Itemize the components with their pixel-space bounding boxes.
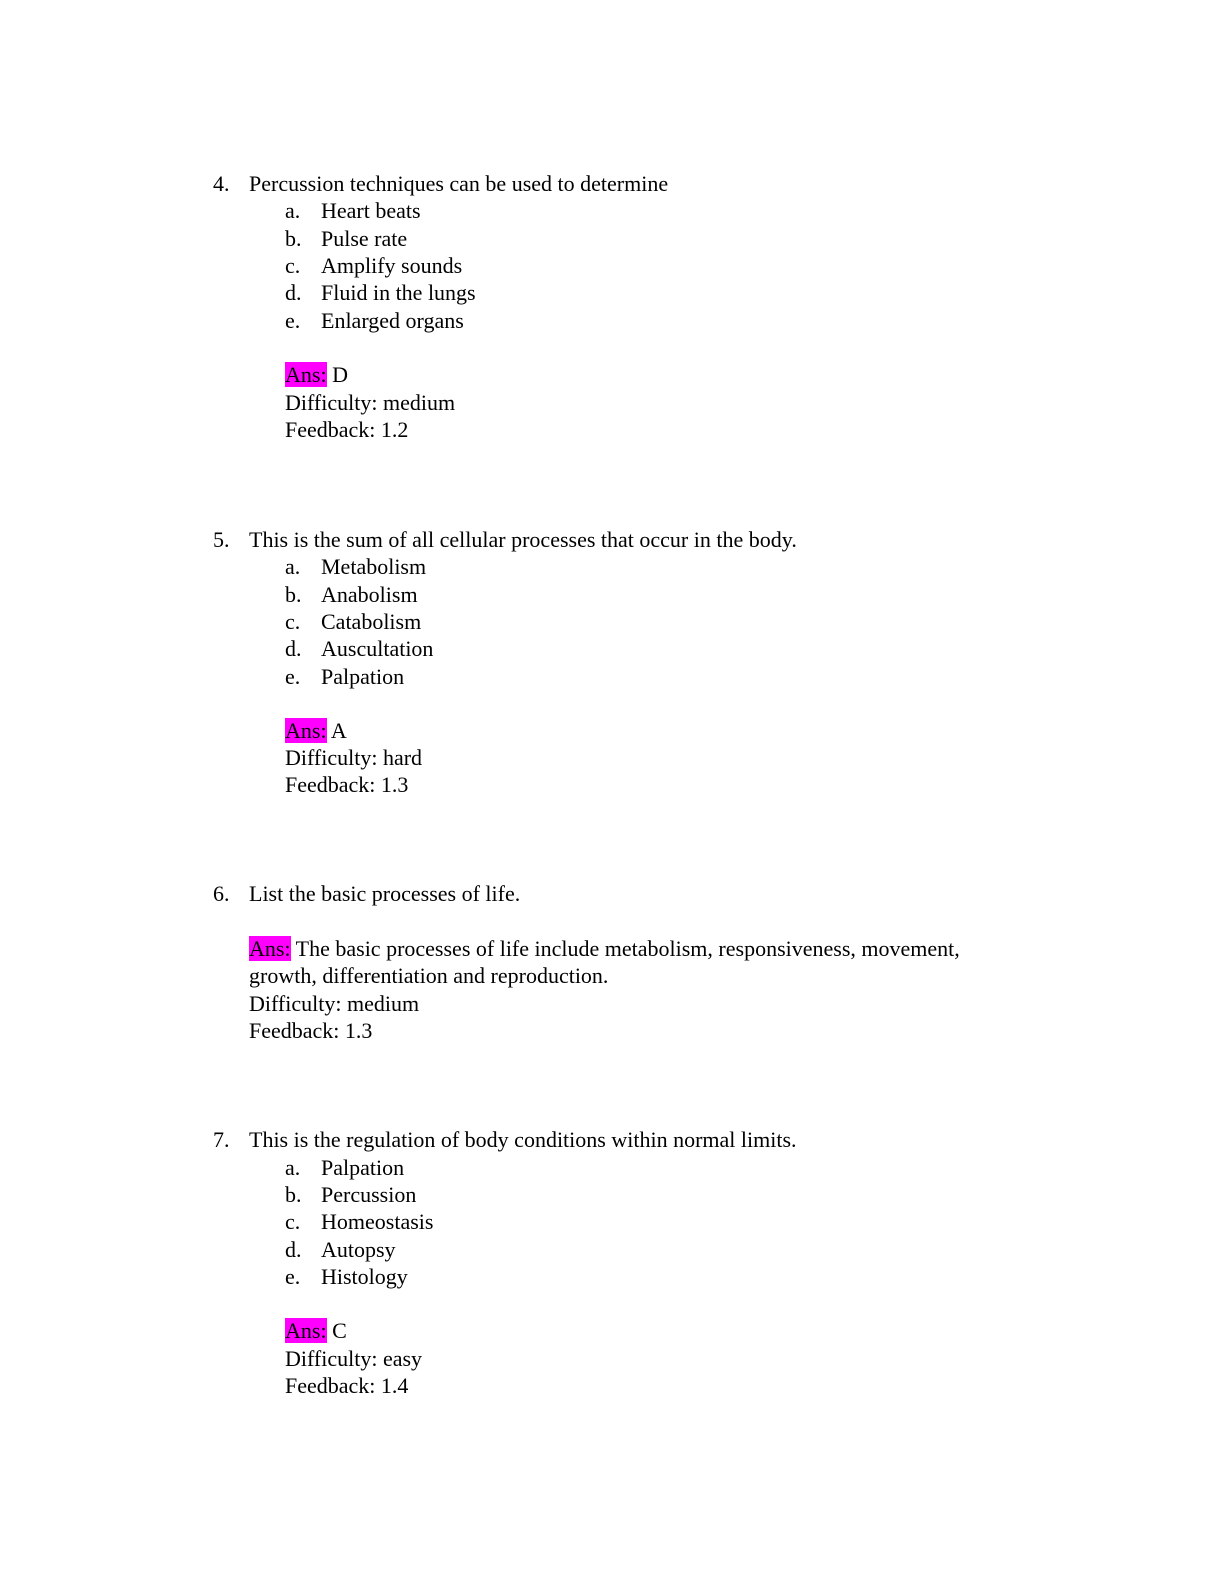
option-text: Palpation: [321, 664, 405, 689]
option-letter: a.: [285, 554, 301, 579]
option-letter: d.: [285, 280, 302, 305]
option-text: Percussion: [321, 1182, 417, 1207]
question-number: 4.: [213, 171, 230, 196]
answer-label-highlight: Ans:: [285, 1318, 327, 1343]
option-letter: c.: [285, 609, 301, 634]
question-stem: This is the regulation of body conditions within normal limits.: [249, 1127, 797, 1152]
option-text: Palpation: [321, 1155, 405, 1180]
answer-text-continued: growth, differentiation and reproduction.: [249, 963, 609, 988]
option-text: Homeostasis: [321, 1209, 434, 1234]
answer-value: D: [326, 362, 348, 387]
option-letter: e.: [285, 664, 301, 689]
answer-line: [285, 361, 348, 388]
option-text: Pulse rate: [321, 226, 408, 251]
feedback-text: Feedback: 1.3: [285, 772, 409, 797]
option-text: Fluid in the lungs: [321, 280, 476, 305]
answer-label-highlight: Ans:: [249, 936, 291, 961]
option-text: Histology: [321, 1264, 408, 1289]
feedback-text: Feedback: 1.2: [285, 417, 409, 442]
question-stem: Percussion techniques can be used to determine: [249, 171, 669, 196]
option-letter: d.: [285, 1237, 302, 1262]
option-text: Autopsy: [321, 1237, 396, 1262]
option-text: Heart beats: [321, 198, 421, 223]
option-letter: c.: [285, 253, 301, 278]
question-stem: List the basic processes of life.: [249, 881, 521, 906]
difficulty-text: Difficulty: hard: [285, 745, 423, 770]
option-text: Amplify sounds: [321, 253, 463, 278]
option-letter: c.: [285, 1209, 301, 1234]
question-number: 7.: [213, 1127, 230, 1152]
answer-value: A: [326, 718, 347, 743]
answer-label-highlight: Ans:: [285, 362, 327, 387]
answer-line: [285, 717, 347, 744]
option-text: Enlarged organs: [321, 308, 464, 333]
option-letter: b.: [285, 1182, 302, 1207]
answer-line: [249, 935, 960, 962]
difficulty-text: Difficulty: medium: [249, 991, 420, 1016]
option-letter: a.: [285, 1155, 301, 1180]
option-letter: b.: [285, 582, 302, 607]
feedback-text: Feedback: 1.3: [249, 1018, 373, 1043]
option-letter: e.: [285, 1264, 301, 1289]
feedback-text: Feedback: 1.4: [285, 1373, 409, 1398]
option-text: Metabolism: [321, 554, 427, 579]
answer-label-highlight: Ans:: [285, 718, 327, 743]
option-letter: b.: [285, 226, 302, 251]
difficulty-text: Difficulty: easy: [285, 1346, 423, 1371]
option-text: Anabolism: [321, 582, 418, 607]
answer-value: C: [326, 1318, 347, 1343]
option-letter: d.: [285, 636, 302, 661]
option-text: Catabolism: [321, 609, 422, 634]
question-stem: This is the sum of all cellular processes that occur in the body.: [249, 527, 797, 552]
option-letter: a.: [285, 198, 301, 223]
answer-line: [285, 1317, 347, 1344]
question-number: 5.: [213, 527, 230, 552]
option-text: Auscultation: [321, 636, 434, 661]
option-letter: e.: [285, 308, 301, 333]
answer-text: The basic processes of life include metabolism, responsiveness, movement,: [290, 936, 960, 961]
question-number: 6.: [213, 881, 230, 906]
difficulty-text: Difficulty: medium: [285, 390, 456, 415]
